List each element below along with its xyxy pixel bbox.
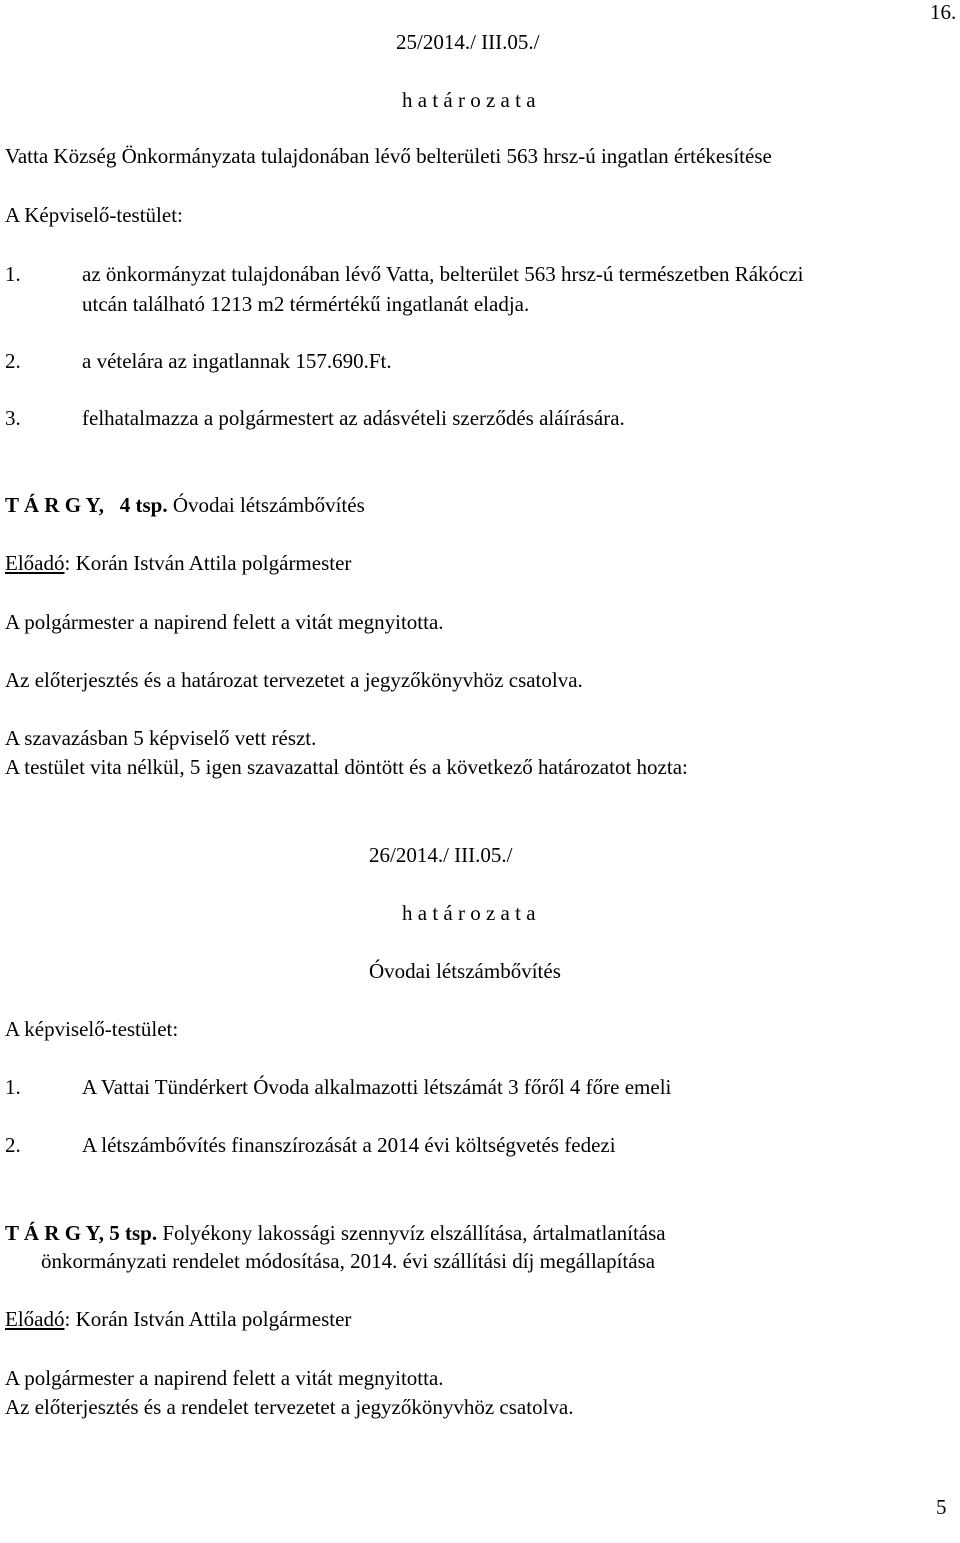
presenter: Előadó: Korán István Attila polgármester [5, 551, 352, 575]
resolution-number: 26/2014./ III.05./ [369, 843, 513, 867]
presenter: Előadó: Korán István Attila polgármester [5, 1307, 352, 1331]
agenda-heading: T Á R G Y, 5 tsp. Folyékony lakossági szennyvíz elszállítása, ártalmatlanítása [5, 1221, 666, 1245]
agenda-heading-continuation: önkormányzati rendelet módosítása, 2014. évi szállítási díj megállapítása [41, 1249, 656, 1273]
text-line: Az előterjesztés és a határozat tervezetet a jegyzőkönyvhöz csatolva. [5, 668, 583, 692]
text-line: A szavazásban 5 képviselő vett részt. [5, 726, 317, 750]
text-line: A testület vita nélkül, 5 igen szavazattal döntött és a következő határozatot hozta: [5, 755, 688, 779]
agenda-heading: T Á R G Y, 4 tsp. Óvodai létszámbővítés [5, 493, 365, 517]
resolution-label: h a t á r o z a t a [402, 88, 536, 112]
page-number-bottom: 5 [936, 1495, 947, 1519]
list-item: 1. az önkormányzat tulajdonában lévő Vatta, belterület 563 hrsz-ú természetben Rákóczi [5, 262, 804, 286]
text-line: A polgármester a napirend felett a vitát megnyitotta. [5, 1366, 444, 1390]
resolution-title: Óvodai létszámbővítés [369, 959, 561, 983]
text-line: Az előterjesztés és a rendelet tervezetet a jegyzőkönyvhöz csatolva. [5, 1395, 574, 1419]
resolution-number: 25/2014./ III.05./ [396, 30, 540, 54]
list-item-continuation: utcán található 1213 m2 térmértékű ingatlanát eladja. [82, 292, 530, 316]
list-item: 3. felhatalmazza a polgármestert az adásvételi szerződés aláírására. [5, 406, 625, 430]
resolution-title: Vatta Község Önkormányzata tulajdonában lévő belterületi 563 hrsz-ú ingatlan értékesítése [5, 144, 772, 168]
resolution-label: h a t á r o z a t a [402, 901, 536, 925]
list-item: 2. A létszámbővítés finanszírozását a 2014 évi költségvetés fedezi [5, 1133, 616, 1157]
body-label: A képviselő-testület: [5, 1017, 179, 1041]
list-item: 1. A Vattai Tündérkert Óvoda alkalmazotti létszámát 3 főről 4 főre emeli [5, 1075, 672, 1099]
page-number-top: 16. [930, 0, 957, 24]
body-label: A Képviselő-testület: [5, 203, 183, 227]
text-line: A polgármester a napirend felett a vitát megnyitotta. [5, 610, 444, 634]
list-item: 2. a vételára az ingatlannak 157.690.Ft. [5, 349, 392, 373]
